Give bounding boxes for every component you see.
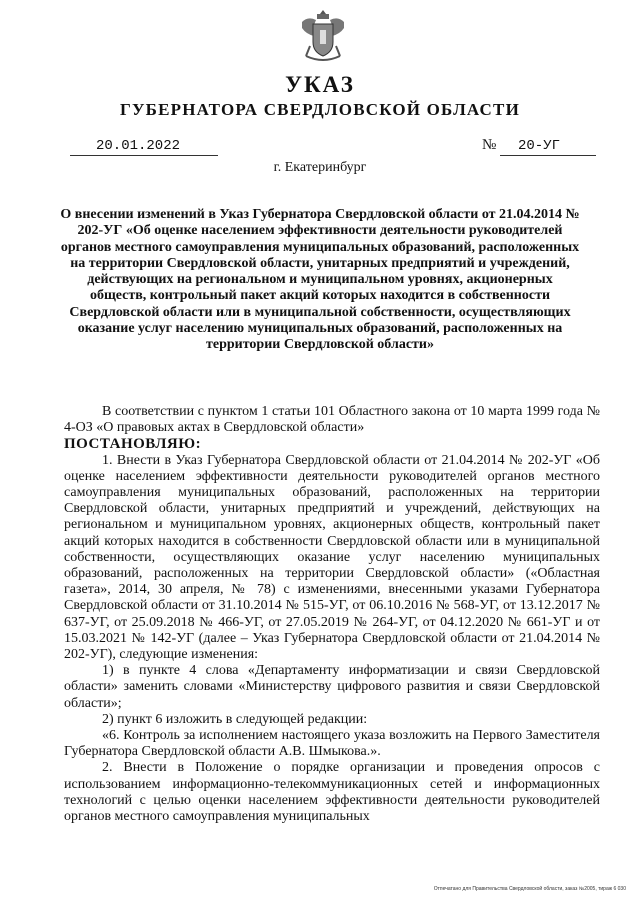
decree-keyword: ПОСТАНОВЛЯЮ: [64, 436, 202, 453]
paragraph-1-item-1: 1) в пункте 4 слова «Департаменту информатизации и связи Свердловской области» заменить словами «Министерству цифрового развития и связи Свердловской области»; [64, 663, 600, 711]
city: г. Екатеринбург [273, 160, 367, 175]
paragraph-1: 1. Внести в Указ Губернатора Свердловской области от 21.04.2014 № 202-УГ «Об оценке населением эффективности деятельности руководителей органов местного самоуправления муниципальных образований, расположенных на территории Свердловской области, унитарных предприятий и учреждений, действующих на региональном и муниципальном уровнях, акционерных обществ, контрольный пакет акций которых находится в собственности Свердловской области или в муниципальной собственности, осуществляющих оказание услуг населению муниципальных образований, расположенных на территории Свердловской области» («Областная газета», 2014, 30 апреля, № 78) с изменениями, внесенными указами Губернатора Свердловской области от 31.10.2014 № 515-УГ, от 06.10.2016 № 568-УГ, от 13.12.2017 № 637-УГ, от 25.09.2018 № 466-УГ, от 27.05.2019 № 264-УГ, от 04.12.2020 № 661-УГ и от 15.03.2021 № 142-УГ (далее – Указ Губернатора Свердловской области от 21.04.2014 № 202-УГ), следующие изменения: [64, 452, 600, 663]
preamble-paragraph: В соответствии с пунктом 1 статьи 101 Областного закона от 10 марта 1999 года № 4-ОЗ «О правовых актах в Свердловской области» [64, 404, 600, 436]
decree-date: 20.01.2022 [96, 138, 181, 154]
decree-heading: О внесении изменений в Указ Губернатора Свердловской области от 21.04.2014 № 202-УГ «Об оценке населением эффективности деятельности руководителей органов местного самоуправления муниципальных образований, расположенных на территории Свердловской области, унитарных предприятий и учреждений, действующих на региональном и муниципальном уровнях, акционерных обществ, контрольный пакет акций которых находится в собственности Свердловской области или в муниципальной собственности, осуществляющих оказание услуг населению муниципальных образований, расположенных на территории Свердловской области» [60, 207, 580, 353]
document-type-title: УКАЗ [285, 72, 355, 97]
paragraph-1-item-2: 2) пункт 6 изложить в следующей редакции: [102, 711, 368, 727]
decree-body [64, 404, 600, 825]
paragraph-2: 2. Внести в Положение о порядке организации и проведения опросов с использованием информационно-телекоммуникационных сетей и информационных технологий с целью оценки населением эффективности деятельности руководителей органов местного самоуправления муниципальных [64, 760, 600, 825]
issuer-subtitle: ГУБЕРНАТОРА СВЕРДЛОВСКОЙ ОБЛАСТИ [119, 100, 521, 119]
date-underline [70, 155, 218, 156]
coat-of-arms-emblem [296, 6, 350, 66]
print-footer: Отпечатано для Правительства Свердловской области, заказ №2005, тираж 6 030 [433, 886, 626, 892]
decree-number: 20-УГ [518, 138, 561, 154]
number-label: № [482, 137, 497, 153]
number-underline [500, 155, 596, 156]
paragraph-1-item-2-text: «6. Контроль за исполнением настоящего указа возложить на Первого Заместителя Губернатора Свердловской области А.В. Шмыкова.». [64, 728, 600, 760]
